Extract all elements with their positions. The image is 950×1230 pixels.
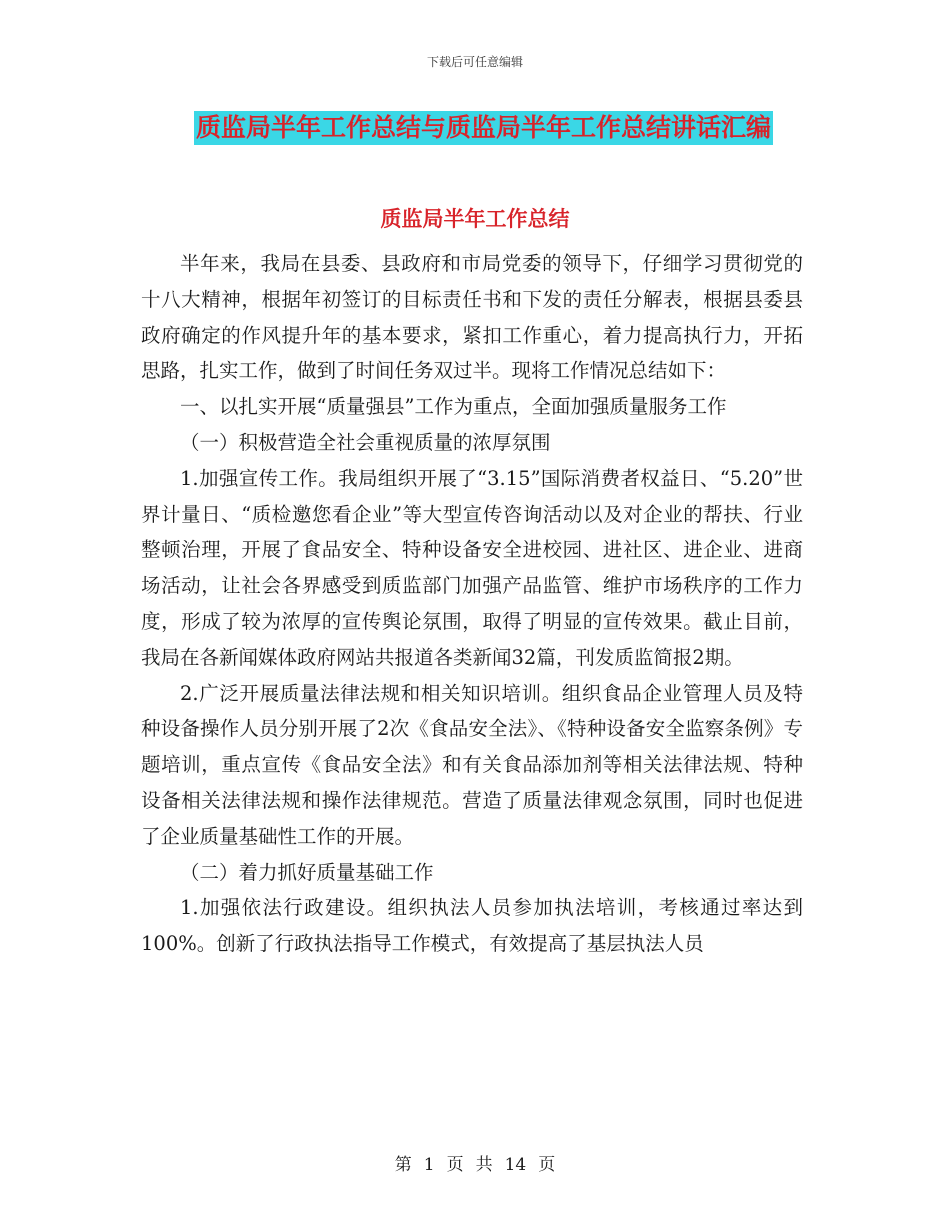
page-footer [0,1153,950,1177]
page-header-note: 下载后可任意编辑 [426,55,523,69]
subheading-one: （一）积极营造全社会重视质量的浓厚氛围 [180,430,551,454]
document-title-highlight [194,111,773,145]
total-pages: 14 [504,1155,527,1175]
page-number: 1 [423,1155,435,1175]
page-label-prefix: 第 [394,1155,412,1175]
page-label-suffix: 页 [538,1155,556,1175]
paragraph-item-1-1: 1.加强宣传工作。我局组织开展了“3.15”国际消费者权益日、“5.20”世界计量日、“质检邀您看企业”等大型宣传咨询活动以及对企业的帮扶、行业整顿治理，开展了食品安全、特种设备安全进校园、进社区、进企业、进商场活动，让社会各界感受到质监部门加强产品监管、维护市场秩序的工作力度，形成了较为浓厚的宣传舆论氛围，取得了明显的宣传效果。截止目前，我局在各新闻媒体政府网站共报道各类新闻32篇，刊发质监简报2期。 [141,466,803,669]
subheading-two: （二）着力抓好质量基础工作 [180,860,434,884]
paragraph-item-2-1: 1.加强依法行政建设。组织执法人员参加执法培训，考核通过率达到100%。创新了行政执法指导工作模式，有效提高了基层执法人员 [141,896,803,956]
document-title: 质监局半年工作总结与质监局半年工作总结讲话汇编 [196,113,772,142]
page-label-mid: 页 [446,1155,464,1175]
section-title: 质监局半年工作总结 [380,206,570,231]
paragraph-intro: 半年来，我局在县委、县政府和市局党委的领导下，仔细学习贯彻党的十八大精神，根据年初签订的目标责任书和下发的责任分解表，根据县委县政府确定的作风提升年的基本要求，紧扣工作重心，着力提高执行力，开拓思路，扎实工作，做到了时间任务双过半。现将工作情况总结如下： [141,252,803,383]
heading-part-one: 一、以扎实开展“质量强县”工作为重点，全面加强质量服务工作 [180,395,727,419]
paragraph-item-1-2: 2.广泛开展质量法律法规和相关知识培训。组织食品企业管理人员及特种设备操作人员分别开展了2次《食品安全法》、《特种设备安全监察条例》专题培训，重点宣传《食品安全法》和有关食品添加剂等相关法律法规、特种设备相关法律法规和操作法律规范。营造了质量法律观念氛围，同时也促进了企业质量基础性工作的开展。 [141,681,803,848]
total-label: 共 [475,1155,493,1175]
document-body [141,246,803,962]
